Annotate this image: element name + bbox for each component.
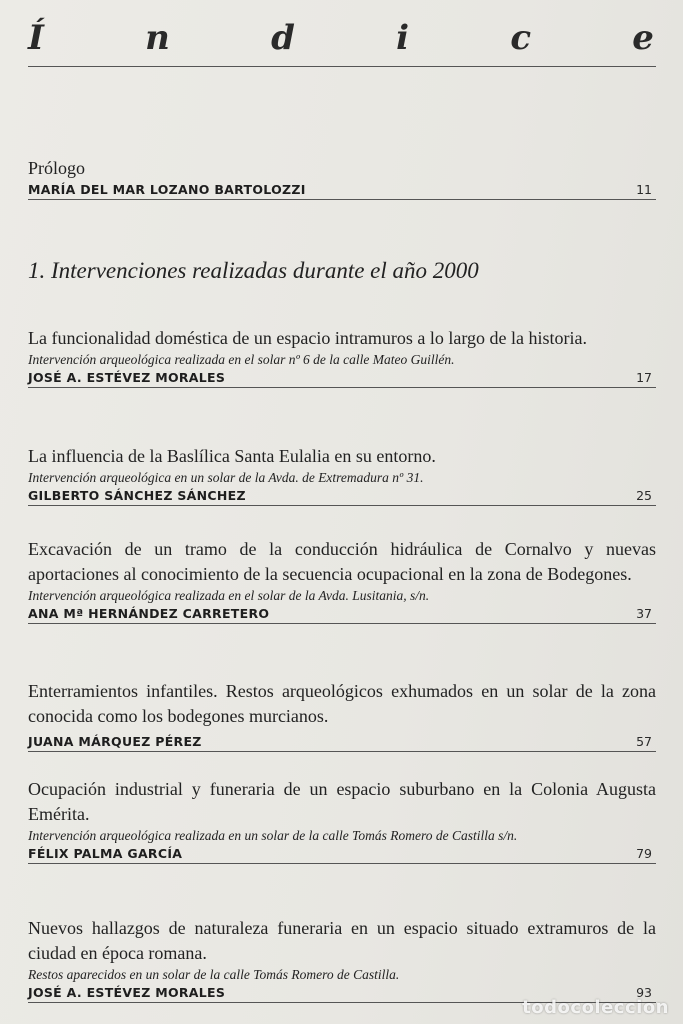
entry-author: MARÍA DEL MAR LOZANO BARTOLOZZI — [28, 182, 306, 197]
entry-title: Enterramientos infantiles. Restos arqueológicos exhumados en un solar de la zona conocida como los bodegones murcianos. — [28, 681, 656, 726]
entry-title: La funcionalidad doméstica de un espacio intramuros a lo largo de la historia. — [28, 328, 587, 348]
toc-entry[interactable] — [28, 326, 656, 388]
entry-page-number: 79 — [636, 846, 652, 861]
entry-title: La influencia de la Baslílica Santa Eulalia en su entorno. — [28, 446, 436, 466]
entry-author-row — [28, 734, 656, 752]
entry-author-row — [28, 846, 656, 864]
section-title: 1. Intervenciones realizadas durante el año 2000 — [28, 258, 479, 283]
entry-subtitle: Restos aparecidos en un solar de la calle Tomás Romero de Castilla. — [28, 967, 400, 982]
entry-author-row — [28, 182, 656, 200]
heading-letter: n — [145, 18, 172, 58]
heading-letter: c — [510, 18, 534, 58]
entry-page-number: 37 — [636, 606, 652, 621]
entry-subtitle: Intervención arqueológica realizada en un solar de la calle Tomás Romero de Castilla s/n. — [28, 828, 518, 843]
watermark: todocoleccion — [522, 997, 669, 1018]
entry-author: ANA Mª HERNÁNDEZ CARRETERO — [28, 606, 270, 621]
entry-author: FÉLIX PALMA GARCÍA — [28, 846, 183, 861]
entry-author: GILBERTO SÁNCHEZ SÁNCHEZ — [28, 488, 246, 503]
entry-author: JOSÉ A. ESTÉVEZ MORALES — [28, 370, 226, 385]
heading-letter: i — [396, 18, 412, 58]
heading-letter: Í — [28, 18, 46, 58]
entry-page-number: 93 — [636, 985, 652, 1000]
toc-entry[interactable] — [28, 916, 656, 1003]
entry-title: Nuevos hallazgos de naturaleza funeraria en un espacio situado extramuros de la ciudad en época romana. — [28, 918, 656, 963]
entry-title: Prólogo — [28, 158, 86, 178]
entry-page-number: 11 — [636, 182, 652, 197]
entry-subtitle: Intervención arqueológica realizada en el solar de la Avda. Lusitania, s/n. — [28, 588, 430, 603]
toc-entry-prologue[interactable] — [28, 156, 656, 200]
entry-title: Excavación de un tramo de la conducción hidráulica de Cornalvo y nuevas aportaciones al conocimiento de la secuencia ocupacional en la zona de Bodegones. — [28, 539, 656, 584]
toc-entry[interactable] — [28, 444, 656, 506]
entry-subtitle: Intervención arqueológica en un solar de la Avda. de Extremadura nº 31. — [28, 470, 424, 485]
entry-author: JOSÉ A. ESTÉVEZ MORALES — [28, 985, 226, 1000]
entry-author-row — [28, 488, 656, 506]
toc-entry[interactable] — [28, 537, 656, 624]
index-heading — [28, 18, 656, 58]
entry-author-row — [28, 606, 656, 624]
entry-page-number: 25 — [636, 488, 652, 503]
heading-letter: d — [271, 18, 297, 58]
entry-author: JUANA MÁRQUEZ PÉREZ — [28, 734, 202, 749]
entry-author-row — [28, 370, 656, 388]
entry-page-number: 17 — [636, 370, 652, 385]
entry-subtitle: Intervención arqueológica realizada en el solar nº 6 de la calle Mateo Guillén. — [28, 352, 455, 367]
entry-page-number: 57 — [636, 734, 652, 749]
entry-title: Ocupación industrial y funeraria de un espacio suburbano en la Colonia Augusta Emérita. — [28, 779, 656, 824]
toc-entry[interactable] — [28, 777, 656, 864]
heading-letter: e — [632, 18, 656, 58]
toc-entry[interactable] — [28, 679, 656, 752]
heading-rule — [28, 66, 656, 67]
